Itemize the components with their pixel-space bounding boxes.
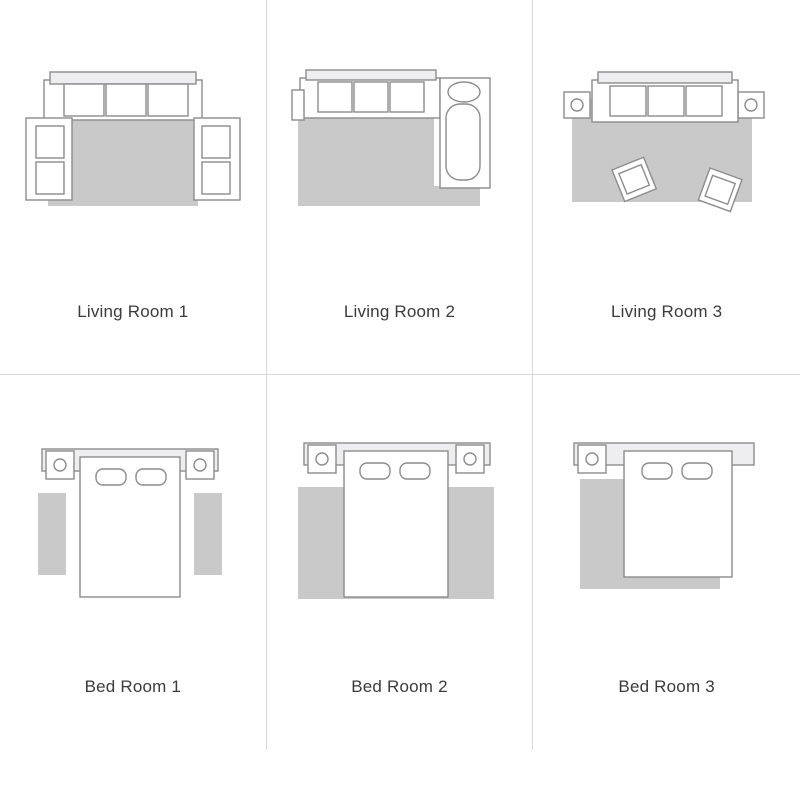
sofa-back [306, 70, 436, 80]
nightstand-left-lamp [586, 453, 598, 465]
caption-living-room-1: Living Room 1 [77, 302, 189, 321]
sofa-cushion-1 [610, 86, 646, 116]
living-room-2-illustration [267, 0, 533, 300]
bed-room-3-illustration [533, 375, 800, 675]
caption-bed-room-3: Bed Room 3 [618, 677, 715, 696]
pillow-right [682, 463, 712, 479]
nightstand-left-lamp [316, 453, 328, 465]
living-room-3-illustration [533, 0, 800, 300]
armchair-right-seat2 [202, 162, 230, 194]
bed-room-2-illustration [267, 375, 533, 675]
diagram-cell-bed-room-2 [267, 375, 534, 750]
caption-living-room-3: Living Room 3 [611, 302, 723, 321]
bottom-whitespace [0, 750, 800, 800]
armchair-left-seat [36, 126, 64, 158]
armchair-right-seat [202, 126, 230, 158]
pillow-left [642, 463, 672, 479]
diagram-cell-bed-room-3 [533, 375, 800, 750]
diagram-cell-living-room-1 [0, 0, 267, 375]
sofa-cushion-3 [390, 82, 424, 112]
diagram-cell-bed-room-1 [0, 375, 267, 750]
runner-rug-left [38, 493, 66, 575]
sofa-left-arm [292, 90, 304, 120]
sofa-cushion-1 [318, 82, 352, 112]
pillow-right [136, 469, 166, 485]
bed-room-1-illustration [0, 375, 266, 675]
nightstand-right-lamp [464, 453, 476, 465]
chaise-cushion [446, 104, 480, 180]
runner-rug-right [194, 493, 222, 575]
bed-mattress [624, 451, 732, 577]
pillow-right [400, 463, 430, 479]
caption-bed-room-1: Bed Room 1 [84, 677, 182, 696]
chaise-pillow [448, 82, 480, 102]
side-table-left-lamp [571, 99, 583, 111]
sofa-cushion-3 [148, 84, 188, 116]
sofa-cushion-3 [686, 86, 722, 116]
caption-bed-room-2: Bed Room 2 [351, 677, 448, 696]
diagram-cell-living-room-3 [533, 0, 800, 375]
nightstand-right-lamp [194, 459, 206, 471]
sofa-cushion-2 [106, 84, 146, 116]
armchair-left-seat2 [36, 162, 64, 194]
side-table-right-lamp [745, 99, 757, 111]
sofa-cushion-2 [354, 82, 388, 112]
sofa-cushion-1 [64, 84, 104, 116]
sofa-cushion-2 [648, 86, 684, 116]
diagram-cell-living-room-2 [267, 0, 534, 375]
sofa-back [598, 72, 732, 83]
sofa-back [50, 72, 196, 84]
caption-living-room-2: Living Room 2 [343, 302, 456, 321]
living-room-1-illustration [0, 0, 266, 300]
nightstand-left-lamp [54, 459, 66, 471]
pillow-left [360, 463, 390, 479]
pillow-left [96, 469, 126, 485]
